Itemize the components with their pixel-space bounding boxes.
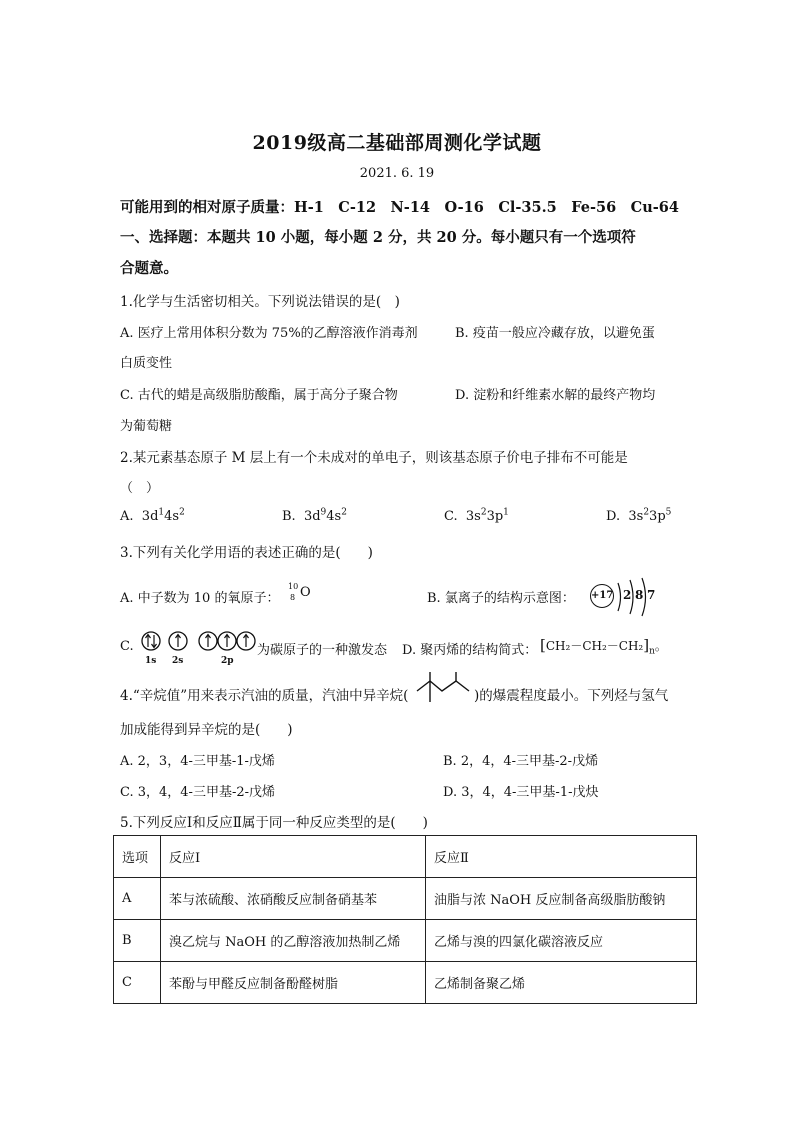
table-row [114,920,697,962]
shell-2-count: 8 [635,588,644,602]
q3-oxygen-nuclide: 10 8 O [288,582,311,602]
q4-stem-pre: 4.“辛烷值”用来表示汽油的质量，汽油中异辛烷( [120,688,409,704]
table-header-cell: 反应Ⅱ [426,836,697,878]
table-header-row [114,836,697,878]
table-row [114,878,697,920]
q1-option-d: D. 淀粉和纤维素水解的最终产物均 [455,388,656,403]
q2-paren: （ ） [120,481,160,496]
table-header-cell: 反应Ⅰ [161,836,426,878]
q4-option-d: D. 3，4，4-三甲基-1-戊炔 [443,785,599,800]
q4-stem-line2: 加成能得到异辛烷的是( ) [120,722,293,738]
q1-stem: 1.化学与生活密切相关。下列说法错误的是( ) [120,294,400,310]
shell-1-count: 2 [623,588,632,602]
q1-option-a: A. 医疗上常用体积分数为 75%的乙醇溶液作消毒剂 [120,326,418,341]
table-row [114,962,697,1004]
table-cell: 乙烯制备聚乙烯 [426,962,697,1004]
q4-stem-post: )的爆震程度最小。下列烃与氢气 [474,688,669,704]
q1-option-c: C. 古代的蜡是高级脂肪酸酯，属于高分子聚合物 [120,388,398,403]
table-cell: 溴乙烷与 NaOH 的乙醇溶液加热制乙烯 [161,920,426,962]
q3-option-a: A. 中子数为 10 的氧原子： [120,591,280,606]
table-cell: 油脂与浓 NaOH 反应制备高级脂肪酸钠 [426,878,697,920]
q4-option-b: B. 2，4，4-三甲基-2-戊烯 [443,754,599,769]
table-cell: 苯与浓硫酸、浓硝酸反应制备硝基苯 [161,878,426,920]
q3-option-b: B. 氯离子的结构示意图： [427,591,575,606]
q5-stem: 5.下列反应Ⅰ和反应Ⅱ属于同一种反应类型的是( ) [120,815,428,831]
q2-option-c: C. $3s^23p^1$ [444,507,509,524]
nucleus-circle: +17 [590,584,614,608]
atomic-masses: 可能用到的相对原子质量：H-1 C-12 N-14 O-16 Cl-35.5 Fe-56 Cu-64 [120,199,679,216]
q3-stem: 3.下列有关化学用语的表述正确的是( ) [120,545,373,561]
table-cell: B [114,920,161,962]
q2-stem: 2.某元素基态原子 M 层上有一个未成对的单电子，则该基态原子价电子排布不可能是 [120,450,628,466]
reaction-comparison-table [113,835,697,1004]
q2-option-a: A. $3d^14s^2$ [120,507,185,524]
chloride-structure-diagram [590,577,670,617]
section-heading-line1: 一、选择题：本题共 10 小题，每小题 2 分，共 20 分。每小题只有一个选项符 [120,229,636,246]
shell-3-count: 7 [647,588,656,602]
section-heading-line2: 合题意。 [120,260,178,277]
isooctane-skeletal-structure [413,671,475,705]
table-cell: 苯酚与甲醛反应制备酚醛树脂 [161,962,426,1004]
table-cell: C [114,962,161,1004]
q3-option-c-label: C. [120,639,134,654]
table-header-cell: 选项 [114,836,161,878]
orbital-label-2p: 2p [221,656,234,666]
exam-date: 2021. 6. 19 [359,166,435,181]
q4-option-a: A. 2，3，4-三甲基-1-戊烯 [120,754,275,769]
orbital-label-2s: 2s [172,656,184,666]
q3-option-d: D. 聚丙烯的结构简式： [402,643,538,658]
table-cell: 乙烯与溴的四氯化碳溶液反应 [426,920,697,962]
bracket-right: ] [643,636,650,654]
page-title: 2019级高二基础部周测化学试题 [252,132,542,154]
q4-option-c: C. 3，4，4-三甲基-2-戊烯 [120,785,276,800]
orbital-label-1s: 1s [145,656,157,666]
orbital-circles [140,630,260,654]
q2-option-d: D. $3s^23p^5$ [606,507,672,524]
q1-option-b-cont: 白质变性 [120,356,173,371]
carbon-orbital-diagram [140,630,260,670]
q3-option-c-text: 为碳原子的一种激发态 [257,643,388,658]
q2-option-b: B. $3d^94s^2$ [282,507,347,524]
polypropylene-formula: $[CH_2-CH_2-CH_2]_n$。 [540,636,667,657]
q1-option-b: B. 疫苗一般应冷藏存放，以避免蛋 [455,326,655,341]
bracket-left: [ [540,636,546,654]
table-cell: A [114,878,161,920]
q1-option-d-cont: 为葡萄糖 [120,419,173,434]
